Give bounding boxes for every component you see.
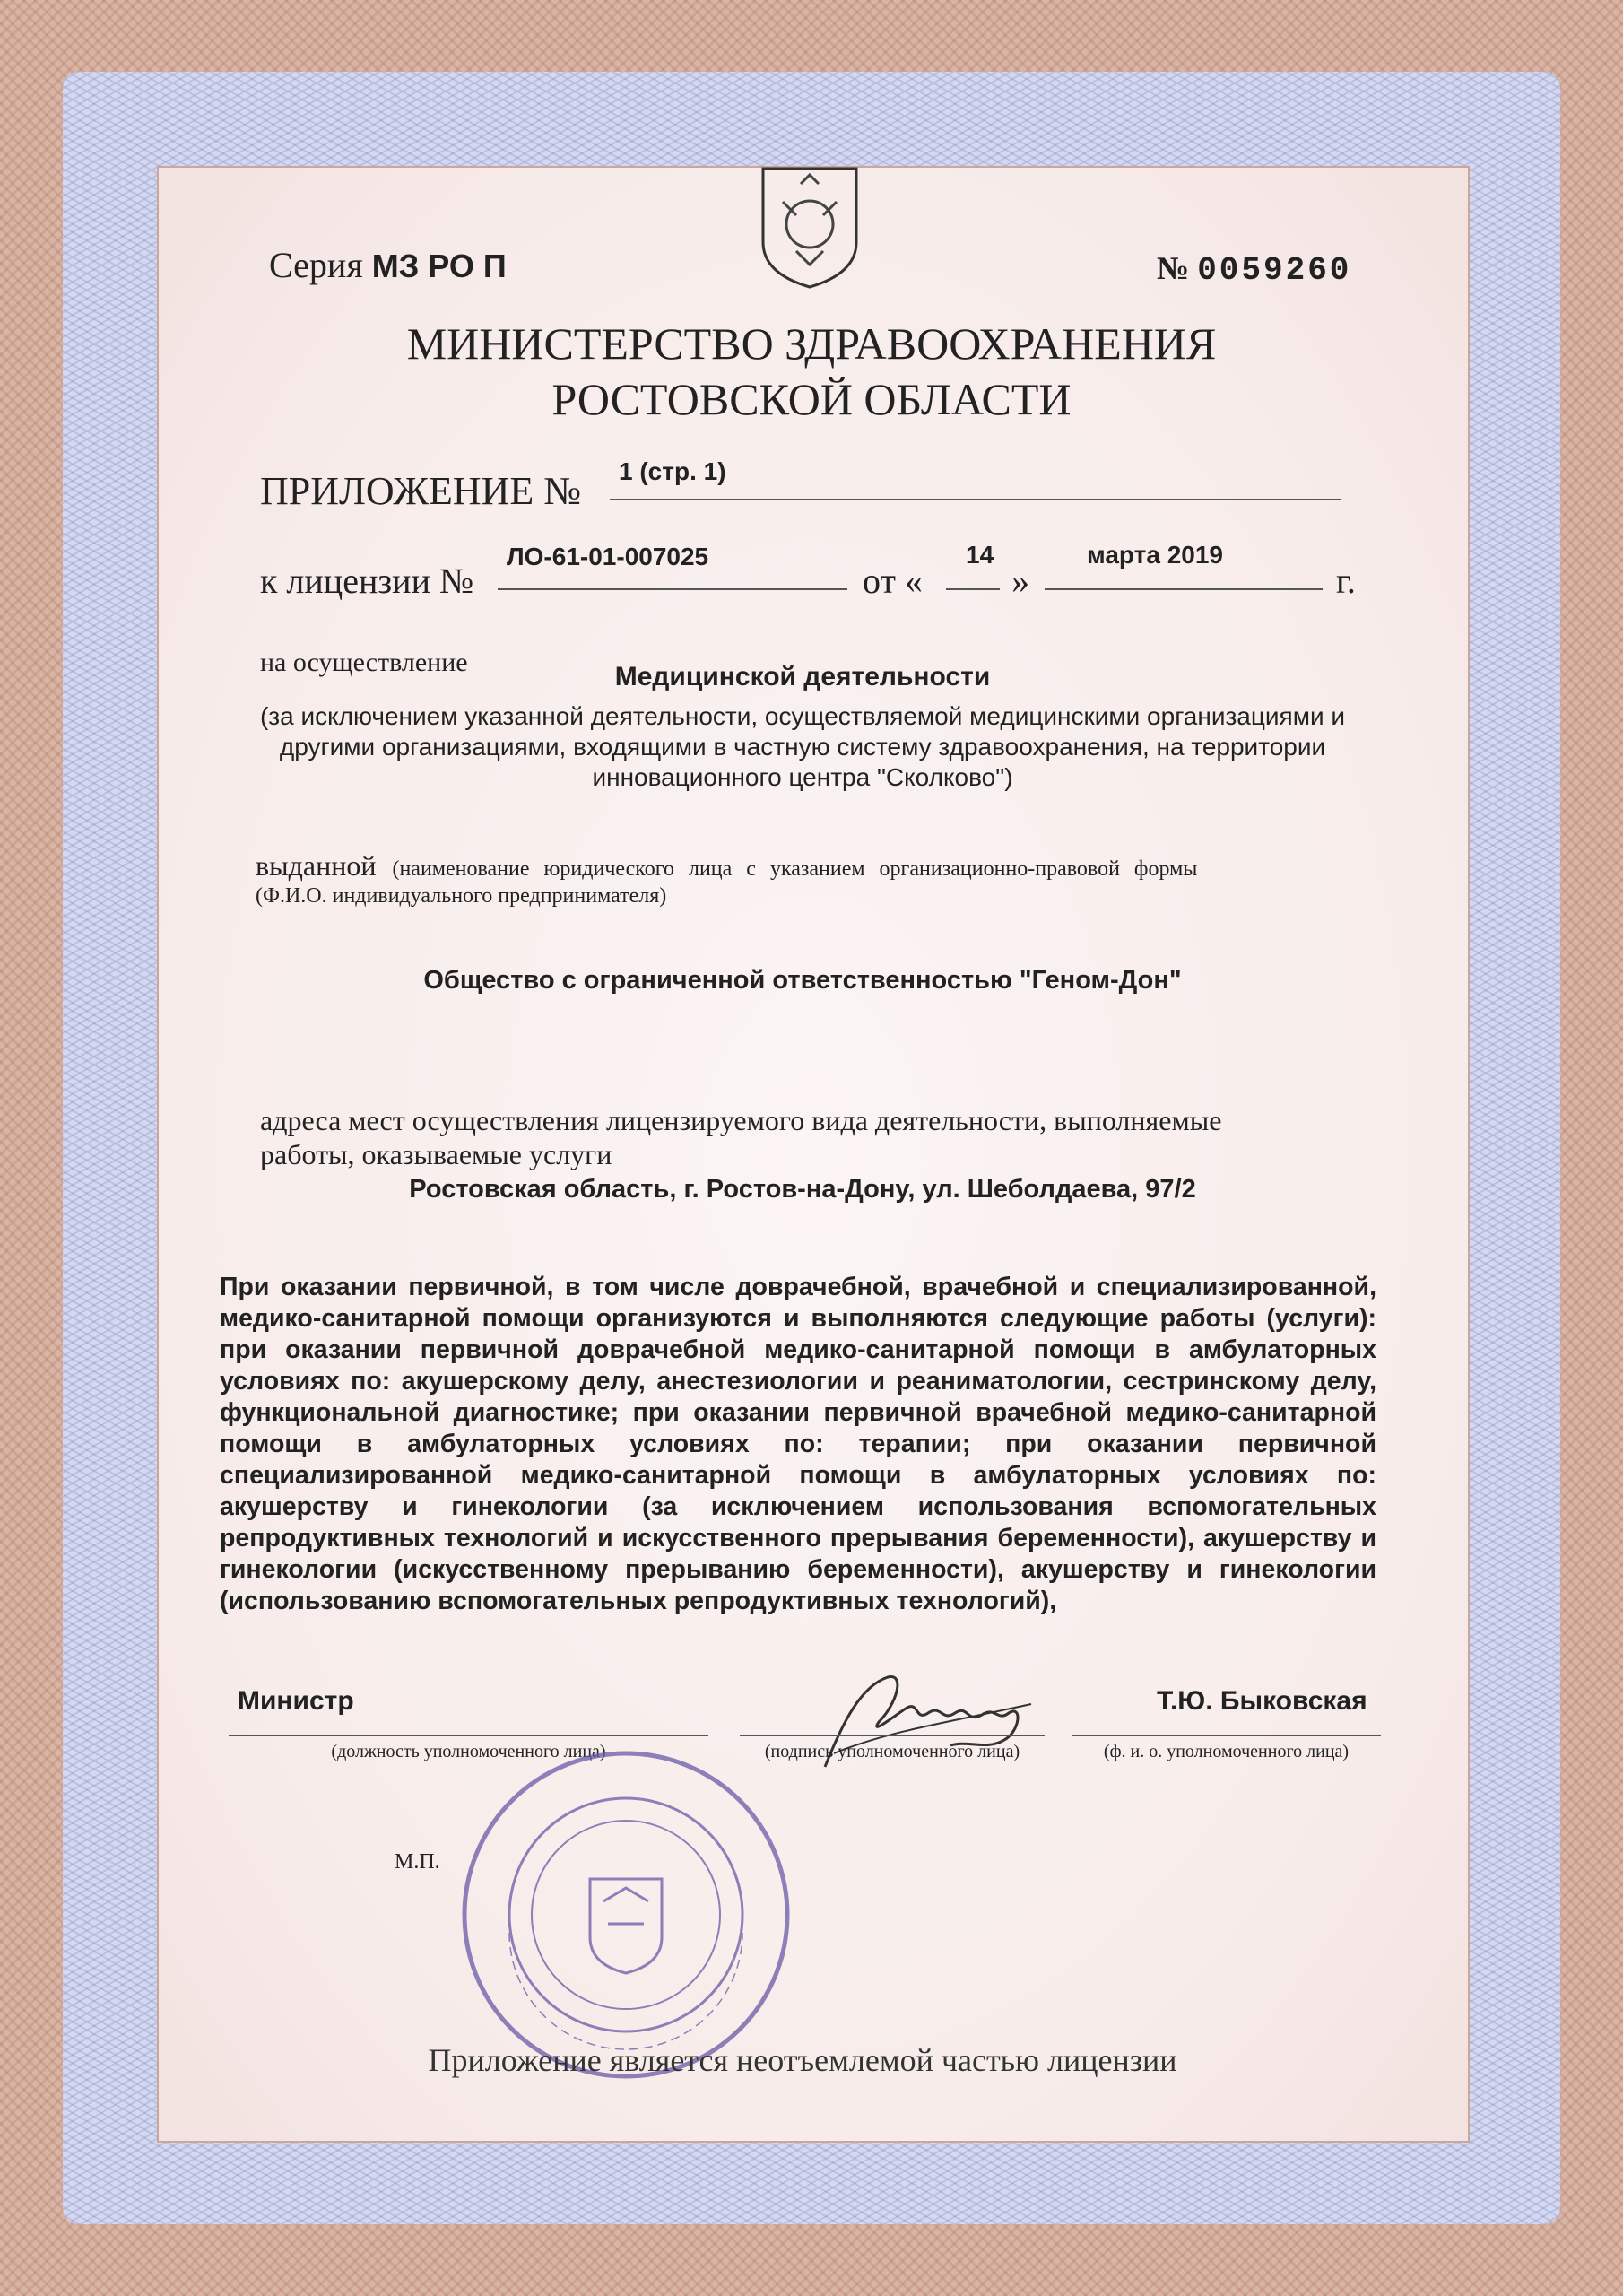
name-hint: (ф. и. о. уполномоченного лица)	[1103, 1742, 1350, 1761]
signature-hint: (подпись уполномоченного лица)	[764, 1742, 1020, 1761]
position-underline	[229, 1735, 708, 1736]
official-seal-icon	[456, 1744, 796, 2085]
series-label: Серия	[269, 245, 363, 285]
ministry-line-1: МИНИСТЕРСТВО ЗДРАВООХРАНЕНИЯ	[406, 318, 1217, 369]
issued-label: выданной	[256, 849, 377, 882]
series-value: МЗ РО П	[371, 248, 507, 284]
license-date-underline	[1045, 588, 1323, 590]
position-hint: (должность уполномоченного лица)	[331, 1742, 606, 1761]
number-value: 0059260	[1197, 252, 1352, 289]
signature-underline	[740, 1735, 1045, 1736]
license-from-label: от «	[863, 561, 923, 601]
address-label	[260, 1103, 1363, 1171]
activity-title: Медицинской деятельности	[614, 662, 991, 691]
ministry-title	[269, 316, 1354, 427]
address-value: Ростовская область, г. Ростов-на-Дону, ул. Шеболдаева, 97/2	[409, 1175, 1196, 1204]
license-day-underline	[946, 588, 1000, 590]
number-line	[1157, 249, 1351, 289]
activity-description: (за исключением указанной деятельности, осуществляемой медицинскими организациями и другими организациями, входящими в частную систему здравоохранения, на территории инновационного центра "Сколково")	[259, 702, 1346, 791]
appendix-value: 1 (стр. 1)	[619, 457, 726, 485]
signer-position: Министр	[238, 1686, 354, 1716]
issued-hint-1: (наименование юридического лица с указанием организационно-правовой формы	[392, 857, 1198, 881]
license-close-quote: »	[1011, 561, 1029, 601]
services-text: При оказании первичной, в том числе доврачебной, врачебной и специализированной, медико-санитарной помощи организуются и выполняются следующие работы (услуги): при оказании первичной доврачебной медико-санитарной помощи в амбулаторных условиях по: акушерскому делу, анестезиологии и реаниматологии, сестринскому делу, функциональной диагностике; при оказании первичной врачебной медико-санитарной помощи в амбулаторных условиях по: терапии; при оказании первичной специализированной медико-санитарной помощи в амбулаторных условиях по: акушерству и гинекологии (за исключением использования вспомогательных репродуктивных технологий и искусственного прерывания беременности), акушерству и гинекологии (искусственному прерыванию беременности), акушерству и гинекологии (использованию вспомогательных репродуктивных технологий),	[220, 1273, 1376, 1615]
address-label-line-1: адреса мест осуществления лицензируемого вида деятельности, выполняемые	[260, 1104, 1222, 1136]
license-month-year: марта 2019	[1087, 541, 1224, 569]
series-line	[269, 244, 507, 286]
signer-name: Т.Ю. Быковская	[1157, 1686, 1367, 1716]
ministry-line-2: РОСТОВСКОЙ ОБЛАСТИ	[551, 374, 1072, 424]
name-underline	[1072, 1735, 1381, 1736]
issued-hint-2: (Ф.И.О. индивидуального предпринимателя)	[256, 884, 667, 908]
address-label-line-2: работы, оказываемые услуги	[260, 1138, 612, 1170]
seal-place-label: М.П.	[395, 1850, 440, 1874]
issued-block	[256, 849, 1358, 909]
footer-note: Приложение является неотъемлемой частью лицензии	[428, 2042, 1177, 2078]
license-day: 14	[966, 541, 994, 569]
license-label: к лицензии №	[260, 561, 474, 601]
license-year-suffix: г.	[1336, 561, 1356, 601]
number-label: №	[1157, 250, 1190, 286]
appendix-underline	[610, 499, 1341, 500]
appendix-label: ПРИЛОЖЕНИЕ №	[260, 469, 582, 513]
activity-label: на осуществление	[260, 648, 468, 677]
license-number: ЛО-61-01-007025	[507, 543, 709, 570]
organization-name: Общество с ограниченной ответственностью "Геном-Дон"	[423, 966, 1182, 995]
coat-of-arms-icon	[756, 161, 864, 291]
license-number-underline	[498, 588, 847, 590]
